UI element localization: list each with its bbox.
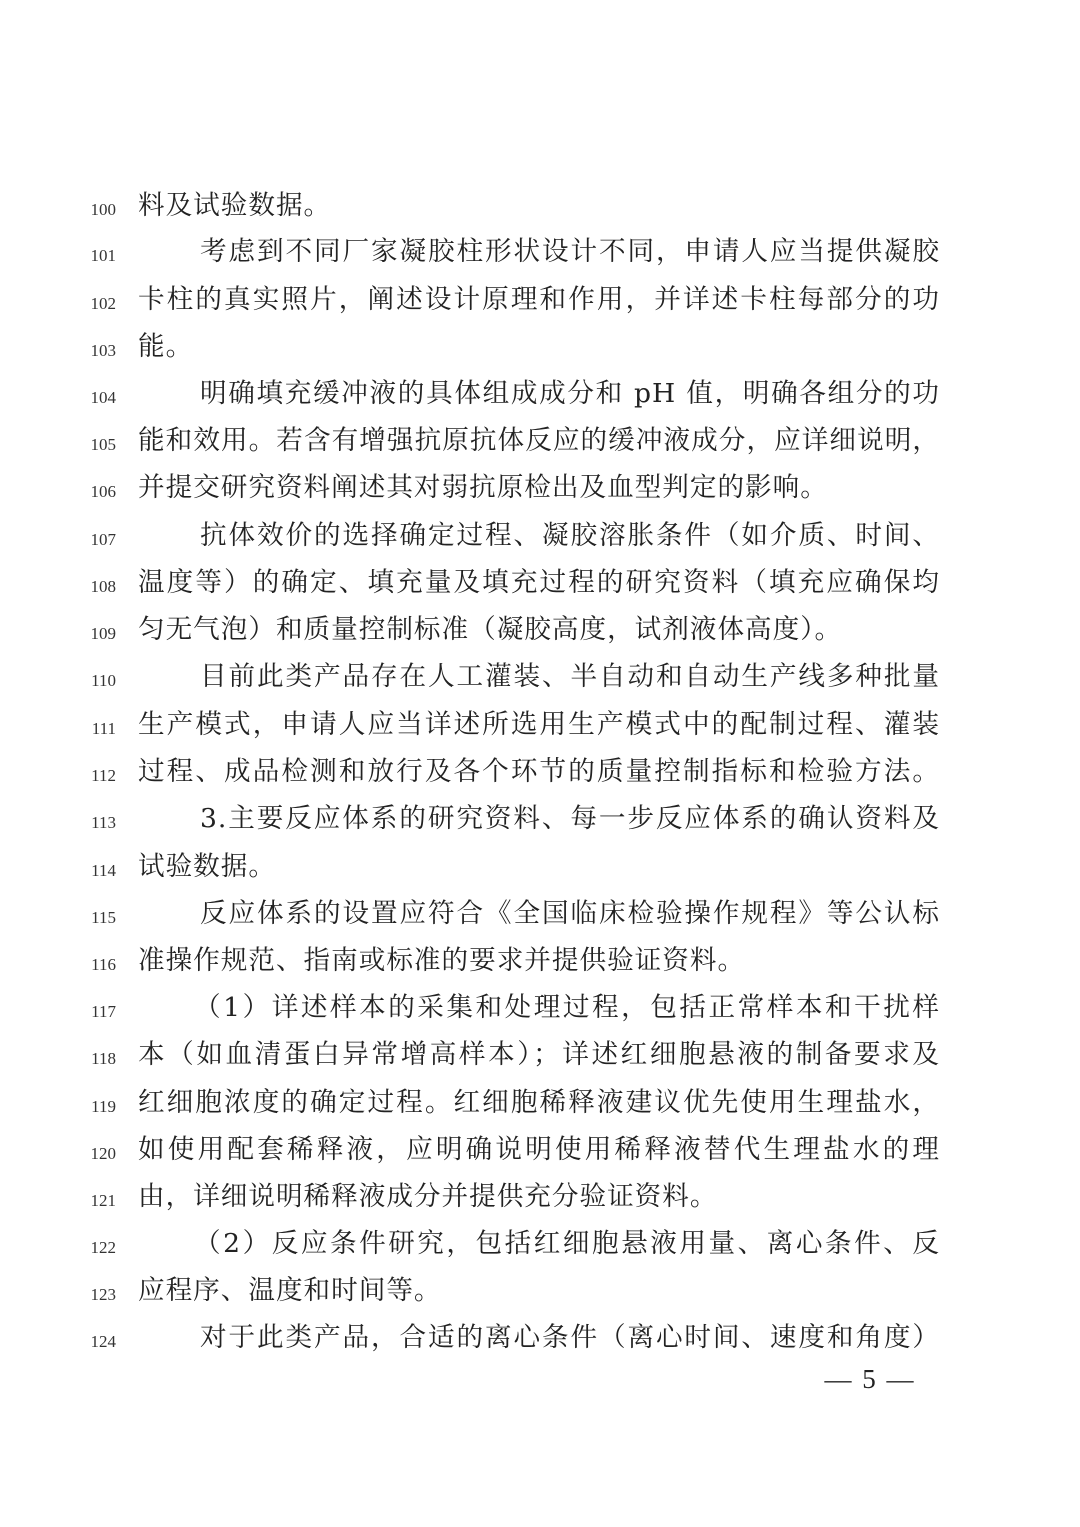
- line-number: 111: [91, 719, 116, 738]
- line-number: 116: [91, 955, 116, 974]
- text-line: [0, 1035, 1080, 1081]
- line-number: 108: [90, 577, 116, 596]
- text-line: [0, 705, 1080, 751]
- line-number: 123: [90, 1285, 116, 1304]
- text-line: [0, 232, 1080, 278]
- line-number: 110: [91, 671, 116, 690]
- text-line: [0, 988, 1080, 1034]
- line-text: 试验数据。: [138, 851, 276, 882]
- text-line: [0, 1224, 1080, 1270]
- line-text: （1）详述样本的采集和处理过程，包括正常样本和干扰样: [194, 992, 940, 1023]
- line-text: 应程序、温度和时间等。: [138, 1275, 442, 1306]
- line-text: 如使用配套稀释液，应明确说明使用稀释液替代生理盐水的理: [138, 1134, 940, 1165]
- line-text: 对于此类产品，合适的离心条件（离心时间、速度和角度）: [200, 1322, 940, 1353]
- line-text: 过程、成品检测和放行及各个环节的质量控制指标和检验方法。: [138, 756, 940, 787]
- line-number: 109: [90, 624, 116, 643]
- page-number: — 5 —: [824, 1364, 916, 1394]
- line-number: 117: [91, 1002, 116, 1021]
- text-line: [0, 186, 1080, 232]
- line-number: 102: [90, 294, 116, 313]
- text-line: [0, 374, 1080, 420]
- text-line: [0, 752, 1080, 798]
- line-text: 生产模式，申请人应当详述所选用生产模式中的配制过程、灌装: [138, 709, 940, 740]
- line-number: 103: [90, 341, 116, 360]
- text-line: [0, 941, 1080, 987]
- text-line: [0, 799, 1080, 845]
- line-number: 112: [91, 766, 116, 785]
- line-number: 105: [90, 435, 116, 454]
- text-line: [0, 847, 1080, 893]
- text-line: [0, 1318, 1080, 1364]
- line-text: 料及试验数据。: [138, 190, 332, 221]
- line-number: 122: [90, 1238, 116, 1257]
- line-number: 119: [91, 1097, 116, 1116]
- line-number: 118: [91, 1049, 116, 1068]
- line-number: 121: [90, 1191, 116, 1210]
- line-text: 由，详细说明稀释液成分并提供充分验证资料。: [138, 1181, 718, 1212]
- text-line: [0, 894, 1080, 940]
- line-text: 目前此类产品存在人工灌装、半自动和自动生产线多种批量: [200, 661, 940, 692]
- line-text: 并提交研究资料阐述其对弱抗原检出及血型判定的影响。: [138, 472, 828, 503]
- line-text: 反应体系的设置应符合《全国临床检验操作规程》等公认标: [200, 898, 940, 929]
- line-text: 考虑到不同厂家凝胶柱形状设计不同，申请人应当提供凝胶: [200, 236, 940, 267]
- text-line: [0, 327, 1080, 373]
- text-line: [0, 1177, 1080, 1223]
- line-number: 120: [90, 1144, 116, 1163]
- line-text: 明确填充缓冲液的具体组成成分和 pH 值，明确各组分的功: [200, 378, 940, 409]
- line-number: 107: [90, 530, 116, 549]
- line-text: 卡柱的真实照片，阐述设计原理和作用，并详述卡柱每部分的功: [138, 284, 940, 315]
- text-line: [0, 468, 1080, 514]
- line-number: 115: [91, 908, 116, 927]
- text-line: [0, 421, 1080, 467]
- line-number: 124: [90, 1332, 116, 1351]
- line-text: 准操作规范、指南或标准的要求并提供验证资料。: [138, 945, 746, 976]
- line-text: 匀无气泡）和质量控制标准（凝胶高度，试剂液体高度）。: [138, 614, 843, 645]
- line-number: 106: [90, 482, 116, 501]
- text-line: [0, 1271, 1080, 1317]
- line-text: 温度等）的确定、填充量及填充过程的研究资料（填充应确保均: [138, 567, 940, 598]
- text-line: [0, 1083, 1080, 1129]
- text-line: [0, 657, 1080, 703]
- text-line: [0, 610, 1080, 656]
- line-text: （2）反应条件研究，包括红细胞悬液用量、离心条件、反: [194, 1228, 940, 1259]
- line-text: 本（如血清蛋白异常增高样本）；详述红细胞悬液的制备要求及: [138, 1039, 940, 1070]
- line-text: 能和效用。若含有增强抗原抗体反应的缓冲液成分，应详细说明，: [138, 425, 940, 456]
- line-number: 104: [90, 388, 116, 407]
- text-line: [0, 563, 1080, 609]
- text-line: [0, 1130, 1080, 1176]
- line-text: 抗体效价的选择确定过程、凝胶溶胀条件（如介质、时间、: [200, 520, 940, 551]
- text-line: [0, 516, 1080, 562]
- line-number: 114: [91, 861, 116, 880]
- text-line: [0, 280, 1080, 326]
- line-number: 100: [90, 200, 116, 219]
- line-text: 红细胞浓度的确定过程。红细胞稀释液建议优先使用生理盐水，: [138, 1087, 940, 1118]
- line-number: 113: [91, 813, 116, 832]
- line-number: 101: [90, 246, 116, 265]
- line-text: 能。: [138, 331, 194, 362]
- line-text: 3.主要反应体系的研究资料、每一步反应体系的确认资料及: [200, 803, 940, 834]
